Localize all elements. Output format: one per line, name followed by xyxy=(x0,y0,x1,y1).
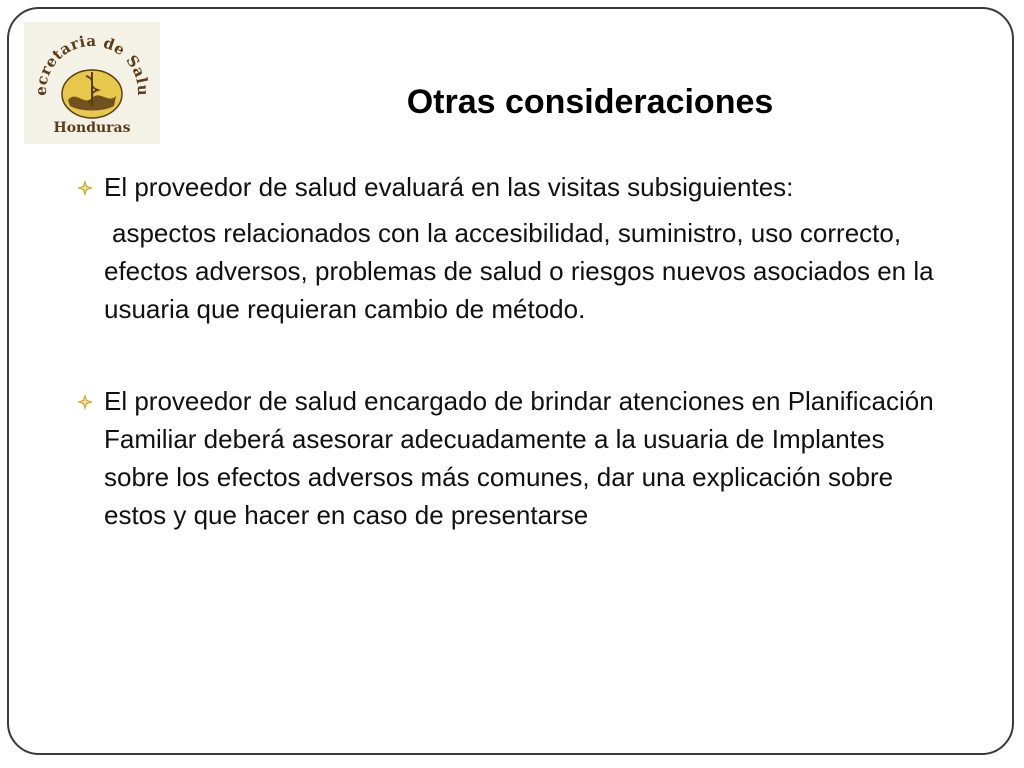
logo-seal-icon xyxy=(24,22,160,144)
svg-text:Secretaria de Salud: ecretaria de Salu xyxy=(31,31,153,97)
bullet-1-detail: aspectos relacionados con la accesibilidad, suministro, uso correcto, efectos adversos, problemas de salud o riesgos nuevos asociados en la usuaria que requieran cambio de método. xyxy=(104,218,934,324)
diamond-bullet-icon xyxy=(76,179,94,197)
bullet-2-text: El proveedor de salud encargado de brindar atenciones en Planificación Familiar deberá asesorar adecuadamente a la usuaria de Implantes sobre los efectos adversos más comunes, dar una explicación sobre estos y que hacer en caso de presentarse xyxy=(104,386,934,530)
secretaria-salud-logo xyxy=(24,22,160,144)
logo-honduras-text: Honduras xyxy=(53,120,131,136)
diamond-bullet-icon xyxy=(76,393,94,411)
bullet-item-2 xyxy=(76,382,956,534)
bullet-item-1 xyxy=(76,168,956,206)
slide-content xyxy=(76,168,956,534)
bullet-1-text: El proveedor de salud evaluará en las visitas subsiguientes: xyxy=(104,172,794,202)
slide-title: Otras consideraciones xyxy=(406,83,774,121)
